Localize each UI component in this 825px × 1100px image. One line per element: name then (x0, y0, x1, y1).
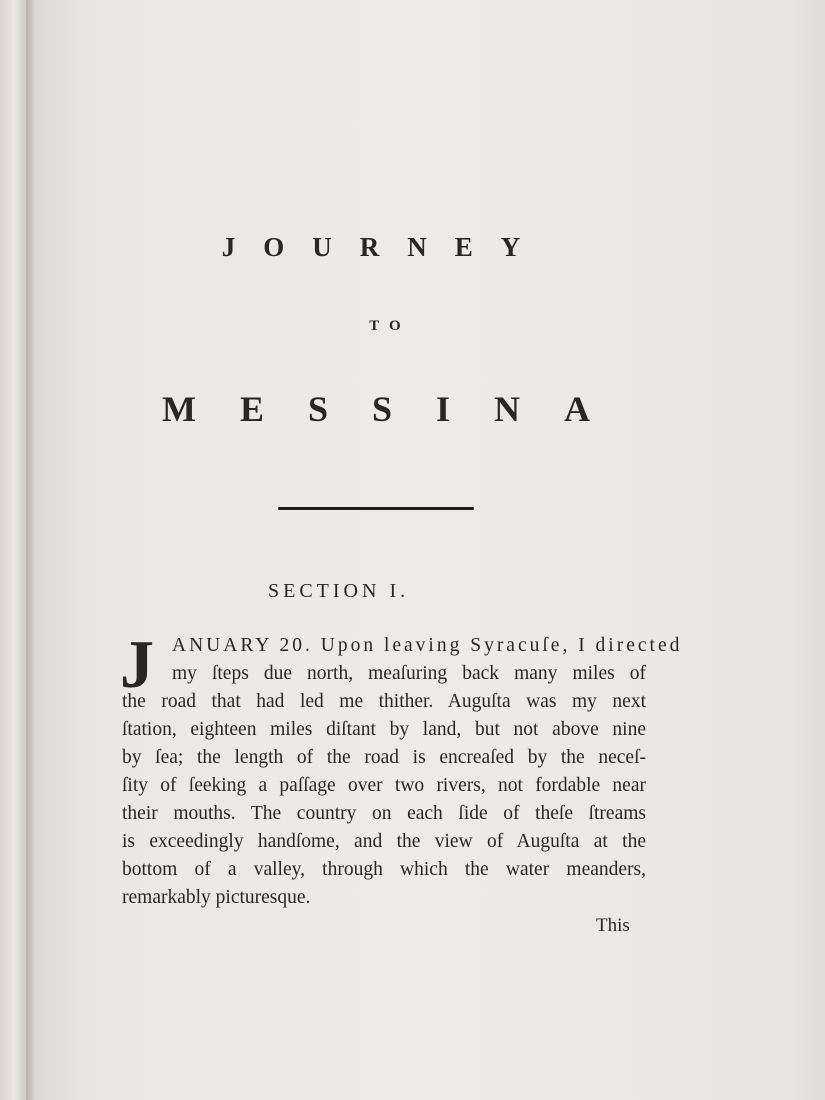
title-journey: JOURNEY (221, 232, 549, 262)
drop-cap: J (120, 626, 154, 702)
adjacent-page-edge (0, 0, 26, 1100)
section-heading: SECTION I. (268, 580, 410, 602)
page-shadow (785, 0, 825, 1100)
title-messina: MESSINA (161, 389, 635, 429)
text-line: ſtation, eighteen miles diſtant by land, but not above nine (122, 719, 646, 740)
body-paragraph (120, 626, 683, 912)
text-line: ANUARY 20. Upon leaving Syracuſe, I directed (172, 635, 683, 656)
title-to: TO (369, 318, 411, 334)
text-line: my ſteps due north, meaſuring back many miles of (172, 663, 646, 684)
text-line: remarkably picturesque. (122, 887, 311, 908)
text-line: by ſea; the length of the road is encreaſed by the neceſ- (122, 747, 646, 768)
text-line: ſity of ſeeking a paſſage over two rivers, not fordable near (122, 775, 646, 796)
text-line: the road that had led me thither. Auguſta was my next (122, 691, 646, 712)
text-line: is exceedingly handſome, and the view of Auguſta at the (122, 831, 646, 852)
text-line: bottom of a valley, through which the water meanders, (122, 859, 646, 880)
catchword: This (596, 915, 630, 936)
book-page (34, 0, 825, 1100)
title-rule (278, 507, 474, 510)
text-line: their mouths. The country on each ſide of theſe ſtreams (122, 803, 646, 824)
